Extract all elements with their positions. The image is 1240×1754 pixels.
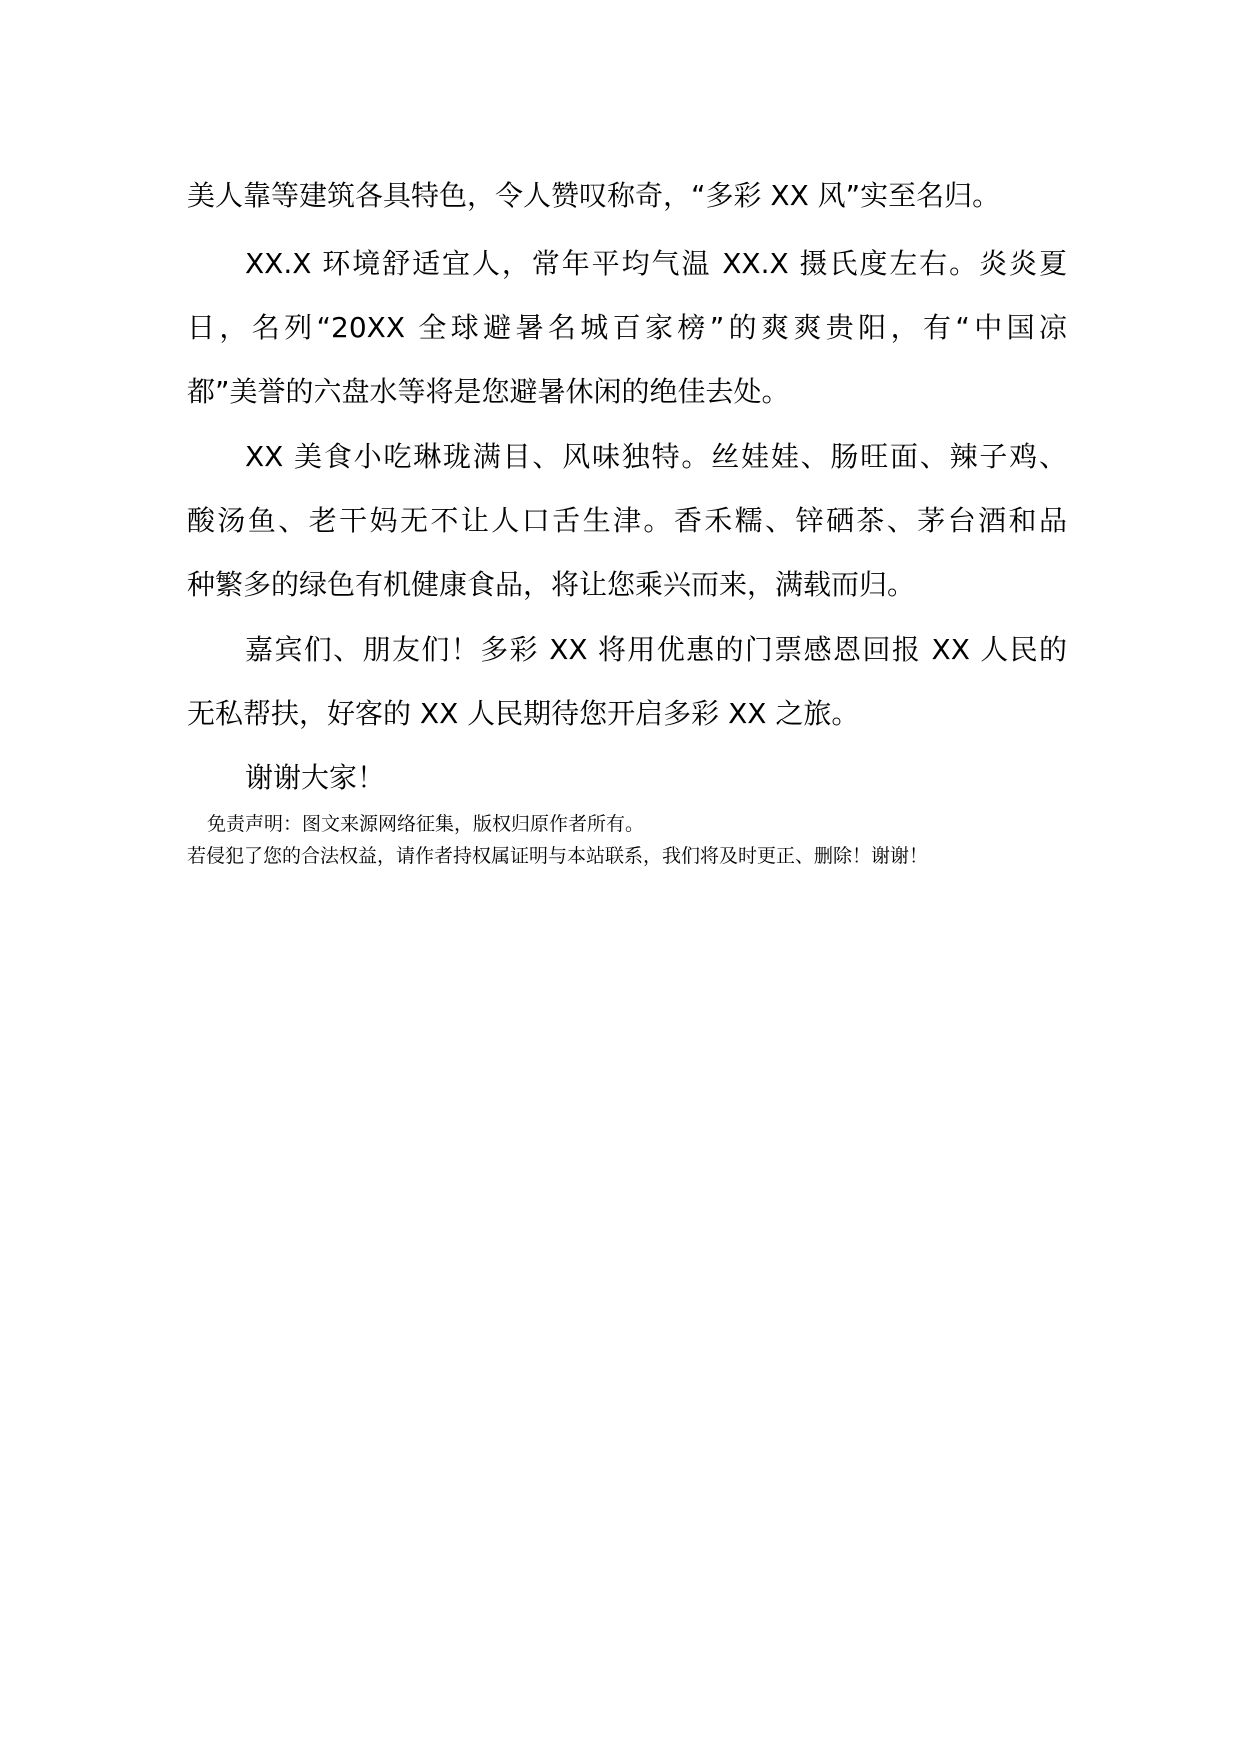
paragraph-food-line-2: 酸汤鱼、老干妈无不让人口舌生津。香禾糯、锌硒茶、茅台酒和品 (187, 504, 1067, 537)
disclaimer-line-1: 免责声明：图文来源网络征集，版权归原作者所有。 (207, 813, 645, 835)
body-line-1: 美人靠等建筑各具特色，令人赞叹称奇，“多彩 XX 风”实至名归。 (187, 179, 1001, 212)
paragraph-food-line-1: XX 美食小吃琳珑满目、风味独特。丝娃娃、肠旺面、辣子鸡、 (245, 440, 1067, 473)
paragraph-climate-line-2: 日，名列“20XX 全球避暑名城百家榜”的爽爽贵阳，有“中国凉 (187, 311, 1067, 344)
disclaimer-line-2: 若侵犯了您的合法权益，请作者持权属证明与本站联系，我们将及时更正、删除！谢谢！ (187, 845, 929, 867)
paragraph-climate-line-1: XX.X 环境舒适宜人，常年平均气温 XX.X 摄氏度左右。炎炎夏 (245, 247, 1067, 280)
closing-thanks: 谢谢大家！ (245, 761, 386, 794)
paragraph-guests-line-1: 嘉宾们、朋友们！多彩 XX 将用优惠的门票感恩回报 XX 人民的 (245, 633, 1067, 666)
paragraph-climate-line-3: 都”美誉的六盘水等将是您避暑休闲的绝佳去处。 (187, 375, 790, 408)
paragraph-guests-line-2: 无私帮扶，好客的 XX 人民期待您开启多彩 XX 之旅。 (187, 697, 860, 730)
paragraph-food-line-3: 种繁多的绿色有机健康食品，将让您乘兴而来，满载而归。 (187, 568, 916, 601)
